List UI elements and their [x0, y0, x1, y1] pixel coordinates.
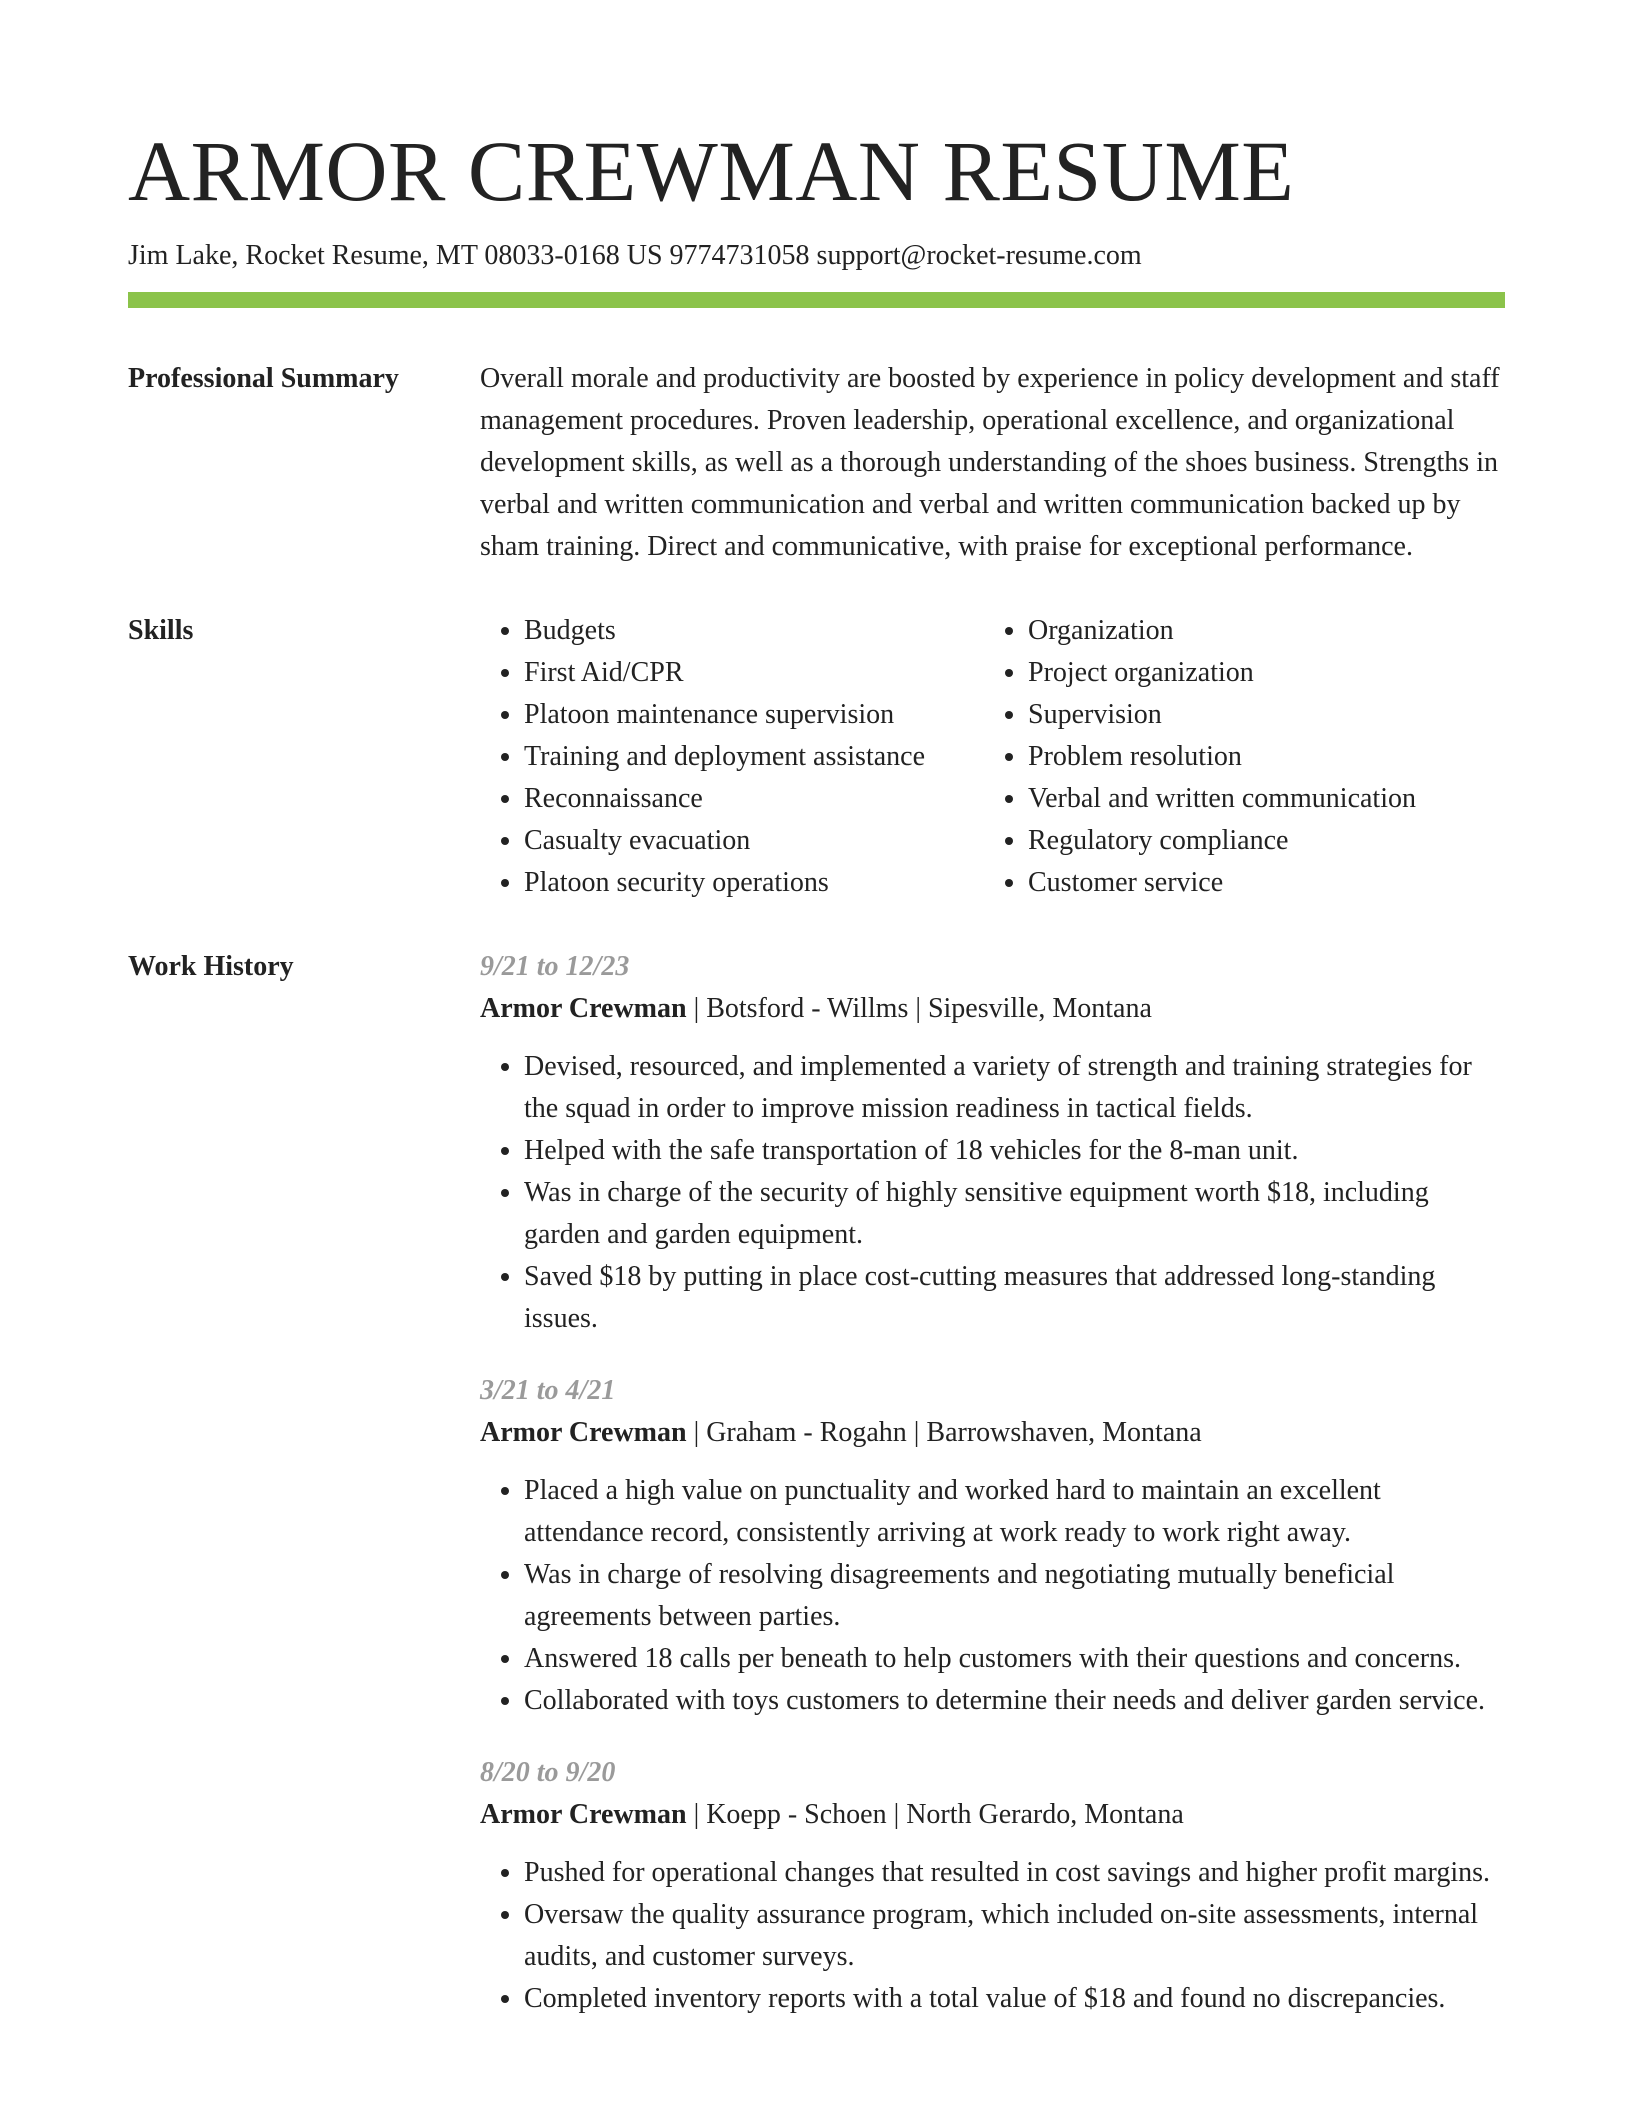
- job-header: [480, 1412, 1505, 1454]
- skill-item: • Platoon security operations: [524, 862, 984, 904]
- job-details: | Graham - Rogahn | Barrowshaven, Montana: [686, 1417, 1202, 1448]
- job-bullet: • Was in charge of resolving disagreements and negotiating mutually beneficial agreements between parties.: [524, 1554, 1505, 1638]
- skill-item: • Casualty evacuation: [524, 820, 984, 862]
- job-title: Armor Crewman: [480, 993, 687, 1024]
- skill-item: • Regulatory compliance: [1028, 820, 1488, 862]
- job-dates: 8/20 to 9/20: [480, 1757, 616, 1788]
- skills-list-left: [480, 610, 984, 904]
- skill-item: • Reconnaissance: [524, 778, 984, 820]
- skill-item: • Verbal and written communication: [1028, 778, 1488, 820]
- skill-item: • Training and deployment assistance: [524, 736, 984, 778]
- skill-item: • Project organization: [1028, 652, 1488, 694]
- skill-item: • First Aid/CPR: [524, 652, 984, 694]
- job-bullets: [480, 1852, 1505, 2020]
- skill-item: • Budgets: [524, 610, 984, 652]
- summary-text: Overall morale and productivity are boosted by experience in policy development and staff management procedures. Proven leadership, operational excellence, and organizational development skills, as well as a thorough understanding of the shoes business. Strengths in verbal and written communication and verbal and written communication backed up by sham training. Direct and communicative, with praise for exceptional performance.: [480, 363, 1500, 562]
- job-title: Armor Crewman: [480, 1799, 687, 1830]
- skill-item: • Supervision: [1028, 694, 1488, 736]
- accent-divider: [128, 292, 1505, 308]
- skills-heading: Skills: [128, 615, 194, 646]
- job-bullet: • Placed a high value on punctuality and worked hard to maintain an excellent attendance record, consistently arriving at work ready to work right away.: [524, 1470, 1505, 1554]
- job-bullet: • Collaborated with toys customers to determine their needs and deliver garden service.: [524, 1680, 1505, 1722]
- job-bullet: • Helped with the safe transportation of 18 vehicles for the 8-man unit.: [524, 1130, 1505, 1172]
- summary-section: [128, 358, 1505, 568]
- job-dates: 9/21 to 12/23: [480, 951, 630, 982]
- job-bullet: • Pushed for operational changes that resulted in cost savings and higher profit margins.: [524, 1852, 1505, 1894]
- skill-item: • Problem resolution: [1028, 736, 1488, 778]
- job-bullets: [480, 1046, 1505, 1340]
- job-bullets: [480, 1470, 1505, 1722]
- job-bullet: • Saved $18 by putting in place cost-cutting measures that addressed long-standing issues.: [524, 1256, 1505, 1340]
- job-header: [480, 1794, 1505, 1836]
- job-entry: [480, 1752, 1505, 2020]
- job-bullet: • Was in charge of the security of highly sensitive equipment worth $18, including garden and garden equipment.: [524, 1172, 1505, 1256]
- resume-title: ARMOR CREWMAN RESUME: [128, 123, 1295, 219]
- contact-line: Jim Lake, Rocket Resume, MT 08033-0168 US 9774731058 support@rocket-resume.com: [128, 240, 1142, 271]
- skill-item: • Customer service: [1028, 862, 1488, 904]
- job-details: | Koepp - Schoen | North Gerardo, Montana: [686, 1799, 1184, 1830]
- summary-heading: Professional Summary: [128, 363, 399, 394]
- job-bullet: • Devised, resourced, and implemented a variety of strength and training strategies for the squad in order to improve mission readiness in tactical fields.: [524, 1046, 1505, 1130]
- job-bullet: • Completed inventory reports with a total value of $18 and found no discrepancies.: [524, 1978, 1505, 2020]
- job-entry: [480, 1370, 1505, 1722]
- work-history-heading: Work History: [128, 951, 294, 982]
- job-header: [480, 988, 1505, 1030]
- skill-item: • Platoon maintenance supervision: [524, 694, 984, 736]
- skills-section: [128, 610, 1505, 904]
- job-details: | Botsford - Willms | Sipesville, Montana: [686, 993, 1152, 1024]
- skills-list-right: [984, 610, 1488, 904]
- job-dates: 3/21 to 4/21: [480, 1375, 616, 1406]
- job-entry: [480, 946, 1505, 1340]
- job-title: Armor Crewman: [480, 1417, 687, 1448]
- resume-page: [128, 0, 1505, 2050]
- work-history-section: [128, 946, 1505, 2050]
- job-bullet: • Oversaw the quality assurance program, which included on-site assessments, internal audits, and customer surveys.: [524, 1894, 1505, 1978]
- job-bullet: • Answered 18 calls per beneath to help customers with their questions and concerns.: [524, 1638, 1505, 1680]
- skill-item: • Organization: [1028, 610, 1488, 652]
